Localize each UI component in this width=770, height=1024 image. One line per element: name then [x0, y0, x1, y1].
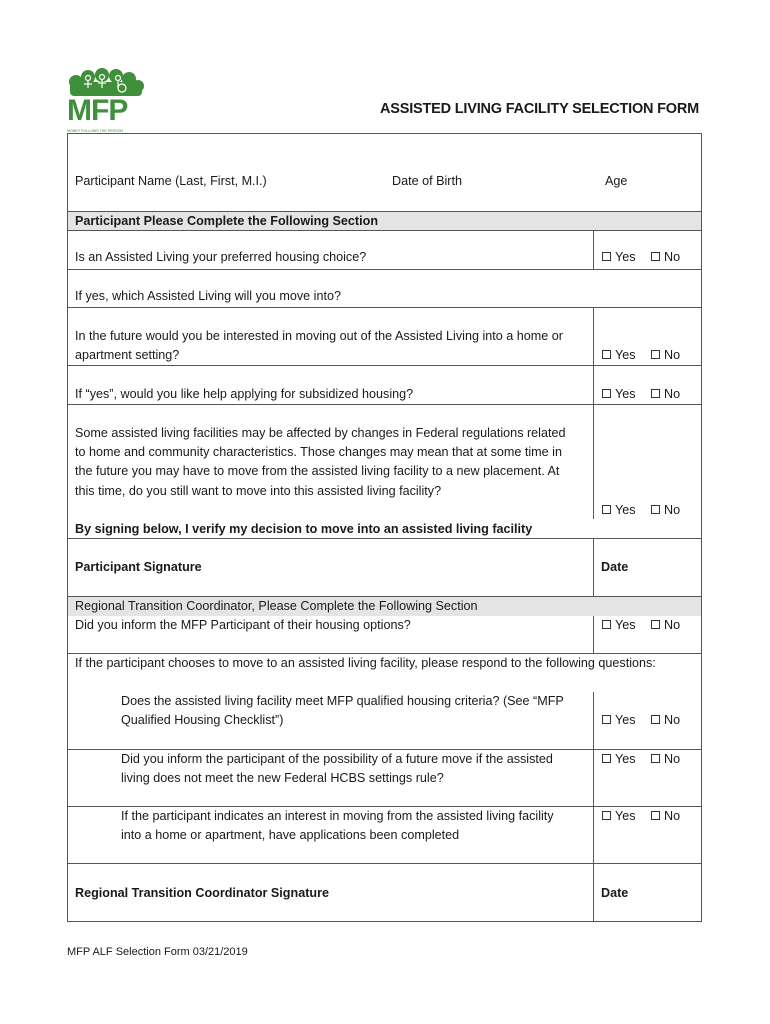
question-row-1 — [68, 231, 701, 270]
coordinator-section-heading — [68, 597, 701, 616]
c4-yes-checkbox[interactable]: Yes — [602, 807, 636, 826]
question-1-options — [602, 248, 692, 267]
coordinator-question-3-text: Did you inform the participant of the possibility of a future move if the assisted living does not meet the new Federal HCBS settings rule? — [121, 752, 553, 786]
c1-no-checkbox[interactable]: No — [651, 616, 680, 635]
coordinator-date-label: Date — [601, 886, 629, 900]
q1-no-checkbox[interactable]: No — [651, 248, 680, 267]
coordinator-question-row-4 — [68, 807, 701, 864]
question-row-2 — [68, 270, 701, 308]
q3-no-checkbox[interactable]: No — [651, 346, 680, 365]
coordinator-signature-label: Regional Transition Coordinator Signature — [75, 886, 329, 900]
logo-tagline: MONEY FOLLOWS THE PERSON — [67, 129, 123, 133]
coordinator-question-1-text: Did you inform the MFP Participant of their housing options? — [75, 618, 411, 632]
q3-yes-checkbox[interactable]: Yes — [602, 346, 636, 365]
coordinator-section — [68, 597, 701, 654]
participant-date-label: Date — [601, 560, 629, 574]
age-label: Age — [605, 174, 628, 188]
selection-form — [67, 133, 702, 922]
date-of-birth-label: Date of Birth — [392, 174, 462, 188]
c2-no-checkbox[interactable]: No — [651, 711, 680, 730]
c4-no-checkbox[interactable]: No — [651, 807, 680, 826]
q1-yes-checkbox[interactable]: Yes — [602, 248, 636, 267]
coordinator-question-2-text: Does the assisted living facility meet MFP qualified housing criteria? (See “MFP Qualified Housing Checklist”) — [121, 694, 564, 728]
c3-no-checkbox[interactable]: No — [651, 750, 680, 769]
mfp-logo — [66, 68, 146, 134]
coordinator-section-heading-text: Regional Transition Coordinator, Please Complete the Following Section — [75, 599, 478, 613]
c1-yes-checkbox[interactable]: Yes — [602, 616, 636, 635]
coordinator-signature-row — [68, 864, 701, 921]
verify-statement: By signing below, I verify my decision to move into an assisted living facility — [75, 522, 533, 536]
q4-yes-checkbox[interactable]: Yes — [602, 385, 636, 404]
c2-yes-checkbox[interactable]: Yes — [602, 711, 636, 730]
coordinator-question-2-options — [602, 711, 692, 730]
q5-yes-checkbox[interactable]: Yes — [602, 501, 636, 520]
footer-text: MFP ALF Selection Form 03/21/2019 — [67, 946, 248, 958]
coordinator-intro-text: If the participant chooses to move to an assisted living facility, please respond to the following questions: — [75, 656, 656, 670]
participant-name-label: Participant Name (Last, First, M.I.) — [75, 174, 267, 188]
logo-figures-icon — [69, 68, 144, 96]
participant-info-row — [68, 134, 701, 212]
form-title: ASSISTED LIVING FACILITY SELECTION FORM — [380, 101, 700, 117]
question-5-options — [602, 501, 692, 520]
coordinator-question-4-options — [602, 807, 692, 826]
question-row-5 — [68, 405, 701, 539]
question-4-text: If “yes”, would you like help applying for subsidized housing? — [75, 387, 414, 401]
question-row-3 — [68, 308, 701, 366]
question-3-options — [602, 346, 692, 365]
question-row-4 — [68, 366, 701, 405]
question-4-options — [602, 385, 692, 404]
q5-no-checkbox[interactable]: No — [651, 501, 680, 520]
question-1-text: Is an Assisted Living your preferred housing choice? — [75, 250, 367, 264]
question-3-text: In the future would you be interested in moving out of the Assisted Living into a home or apartment setting? — [75, 329, 563, 363]
coordinator-question-1-options — [602, 616, 692, 635]
q4-no-checkbox[interactable]: No — [651, 385, 680, 404]
coordinator-question-row-3 — [68, 750, 701, 807]
logo-text: MFP — [67, 94, 128, 127]
coordinator-question-3-options — [602, 750, 692, 769]
participant-signature-label: Participant Signature — [75, 560, 202, 574]
participant-signature-row — [68, 539, 701, 597]
participant-section-heading — [68, 212, 701, 231]
c3-yes-checkbox[interactable]: Yes — [602, 750, 636, 769]
coordinator-question-4-text: If the participant indicates an interest in moving from the assisted living facility into a home or apartment, have applications been completed — [121, 809, 554, 843]
question-5-text: Some assisted living facilities may be affected by changes in Federal regulations related to home and community characteristics. Those changes may mean that at some time in the future you may have to move from the assisted living facility to a new placement. At this time, do you still want to move into this assisted living facility? — [75, 426, 566, 498]
participant-section-heading-text: Participant Please Complete the Following Section — [75, 214, 379, 228]
question-2-text: If yes, which Assisted Living will you move into? — [75, 289, 341, 303]
coordinator-question-row-2 — [68, 654, 701, 750]
